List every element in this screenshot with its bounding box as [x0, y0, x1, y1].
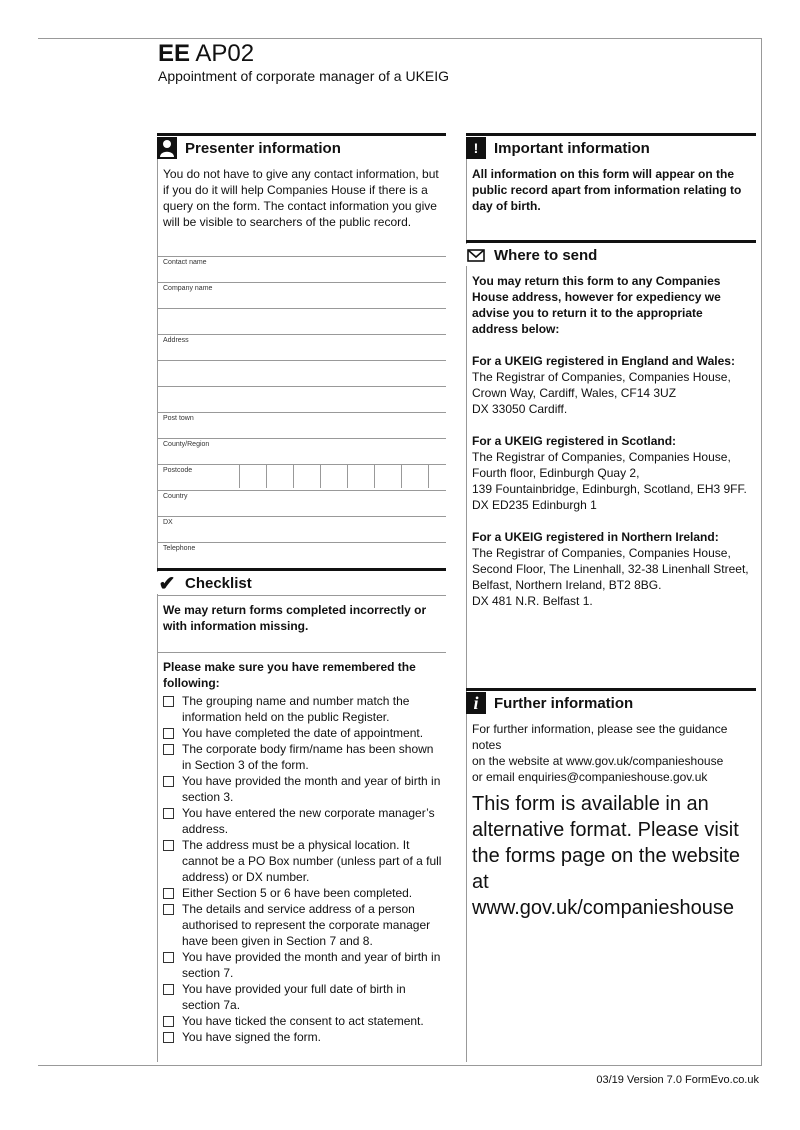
- address-england-wales: [466, 337, 756, 417]
- right-border: [761, 38, 762, 1065]
- sc-line: Fourth floor, Edinburgh Quay 2,: [472, 466, 640, 480]
- checkbox[interactable]: [163, 984, 174, 995]
- checklist-item-text: The corporate body firm/name has been shown in Section 3 of the form.: [182, 742, 434, 772]
- postcode-field[interactable]: Postcode: [157, 464, 446, 490]
- checkbox[interactable]: [163, 744, 174, 755]
- checklist-item[interactable]: [157, 693, 446, 725]
- ew-line: DX 33050 Cardiff.: [472, 402, 568, 416]
- ew-heading: For a UKEIG registered in England and Wales:: [472, 354, 735, 368]
- company-name-line2[interactable]: [157, 308, 446, 334]
- bottom-border: [38, 1065, 762, 1066]
- sc-heading: For a UKEIG registered in Scotland:: [472, 434, 677, 448]
- address-scotland: [466, 417, 756, 513]
- further-header: [466, 688, 756, 715]
- presenter-intro: You do not have to give any contact information, but if you do it will help Companies House if there is a query on the form. The contact information you give will be visible to searchers of the public record.: [163, 167, 439, 229]
- checklist-item[interactable]: [157, 1029, 446, 1045]
- ni-line: Belfast, Northern Ireland, BT2 8BG.: [472, 578, 662, 592]
- envelope-icon: [466, 244, 486, 266]
- address-line2[interactable]: [157, 360, 446, 386]
- checklist-item-text: You have ticked the consent to act statement.: [182, 1014, 424, 1028]
- ni-line: Second Floor, The Linenhall, 32-38 Linenhall Street,: [472, 562, 749, 576]
- info-icon: i: [466, 692, 486, 714]
- checklist-item-text: You have entered the new corporate manager’s address.: [182, 806, 435, 836]
- ew-line: Crown Way, Cardiff, Wales, CF14 3UZ: [472, 386, 677, 400]
- checklist-item[interactable]: [157, 837, 446, 885]
- further-text: For further information, please see the guidance notes on the website at www.gov.uk/companieshouse or email enquiries@companieshouse.gov.uk: [472, 722, 728, 784]
- sc-line: The Registrar of Companies, Companies House,: [472, 450, 731, 464]
- checklist-item[interactable]: [157, 805, 446, 837]
- presenter-title: Presenter information: [185, 139, 341, 157]
- checklist-item[interactable]: [157, 725, 446, 741]
- important-text: All information on this form will appear on the public record apart from information relating to day of birth.: [472, 167, 742, 213]
- where-section: [466, 240, 756, 609]
- company-name-field[interactable]: Company name: [157, 282, 446, 308]
- ni-line: The Registrar of Companies, Companies House,: [472, 546, 731, 560]
- checklist-item-text: The address must be a physical location. It cannot be a PO Box number (unless part of a full address) or DX number.: [182, 838, 442, 884]
- ni-line: DX 481 N.R. Belfast 1.: [472, 594, 593, 608]
- ew-line: The Registrar of Companies, Companies House,: [472, 370, 731, 384]
- ni-heading: For a UKEIG registered in Northern Ireland:: [472, 530, 719, 544]
- checkbox[interactable]: [163, 888, 174, 899]
- checkbox[interactable]: [163, 952, 174, 963]
- checkbox[interactable]: [163, 1016, 174, 1027]
- county-field[interactable]: County/Region: [157, 438, 446, 464]
- checklist-item[interactable]: [157, 901, 446, 949]
- checklist-item[interactable]: [157, 741, 446, 773]
- checkbox[interactable]: [163, 840, 174, 851]
- checklist-item-text: You have signed the form.: [182, 1030, 321, 1044]
- telephone-field[interactable]: Telephone: [157, 542, 446, 568]
- checklist-item[interactable]: [157, 1013, 446, 1029]
- presenter-section: [157, 133, 446, 568]
- where-intro: You may return this form to any Companies House address, however for expediency we advise you to return it to the appropriate address below:: [472, 274, 721, 336]
- important-header: [466, 133, 756, 160]
- person-icon: [157, 137, 177, 159]
- checkbox[interactable]: [163, 776, 174, 787]
- checkbox[interactable]: [163, 904, 174, 915]
- checklist-item[interactable]: [157, 949, 446, 981]
- where-title: Where to send: [494, 246, 598, 264]
- checklist-intro: Please make sure you have remembered the following:: [157, 652, 446, 693]
- postcode-boxes: [239, 465, 455, 490]
- country-field[interactable]: Country: [157, 490, 446, 516]
- important-section: [466, 133, 756, 214]
- address-northern-ireland: [466, 513, 756, 609]
- where-header: [466, 240, 756, 267]
- sc-line: DX ED235 Edinburgh 1: [472, 498, 597, 512]
- checklist-warning: We may return forms completed incorrectly or with information missing.: [157, 595, 446, 652]
- top-border: [38, 38, 762, 39]
- checkbox[interactable]: [163, 696, 174, 707]
- checklist-items: [157, 693, 446, 1045]
- checklist-item[interactable]: [157, 773, 446, 805]
- checklist-item-text: You have provided your full date of birth in section 7a.: [182, 982, 406, 1012]
- checklist-item[interactable]: [157, 981, 446, 1013]
- checklist-header: [157, 568, 446, 595]
- checklist-item-text: Either Section 5 or 6 have been completed.: [182, 886, 413, 900]
- alt-format-notice: This form is available in an alternative format. Please visit the forms page on the website at www.gov.uk/companieshouse: [472, 793, 740, 919]
- exclamation-icon: !: [466, 137, 486, 159]
- checkbox[interactable]: [163, 1032, 174, 1043]
- post-town-field[interactable]: Post town: [157, 412, 446, 438]
- checkbox[interactable]: [163, 728, 174, 739]
- checkbox[interactable]: [163, 808, 174, 819]
- address-field[interactable]: Address: [157, 334, 446, 360]
- checklist-item[interactable]: [157, 885, 446, 901]
- form-subtitle: Appointment of corporate manager of a UKEIG: [158, 68, 450, 84]
- checklist-title: Checklist: [185, 574, 252, 592]
- sc-line: 139 Fountainbridge, Edinburgh, Scotland, EH3 9FF.: [472, 482, 747, 496]
- further-title: Further information: [494, 694, 634, 712]
- checklist-item-text: The details and service address of a person authorised to represent the corporate manager have been given in Section 7 and 8.: [182, 902, 431, 948]
- address-line3[interactable]: [157, 386, 446, 412]
- form-code: EE AP02: [158, 40, 255, 67]
- further-section: [466, 688, 756, 921]
- checklist-item-text: You have completed the date of appointment.: [182, 726, 424, 740]
- checklist-item-text: You have provided the month and year of birth in section 3.: [182, 774, 441, 804]
- contact-name-field[interactable]: Contact name: [157, 256, 446, 282]
- tick-icon: ✔: [158, 572, 176, 595]
- presenter-header: [157, 133, 446, 160]
- checklist-item-text: You have provided the month and year of birth in section 7.: [182, 950, 441, 980]
- important-title: Important information: [494, 139, 650, 157]
- checklist-item-text: The grouping name and number match the information held on the public Register.: [182, 694, 410, 724]
- checklist-section: [157, 568, 446, 1045]
- footer-version: 03/19 Version 7.0 FormEvo.co.uk: [596, 1074, 759, 1086]
- dx-field[interactable]: DX: [157, 516, 446, 542]
